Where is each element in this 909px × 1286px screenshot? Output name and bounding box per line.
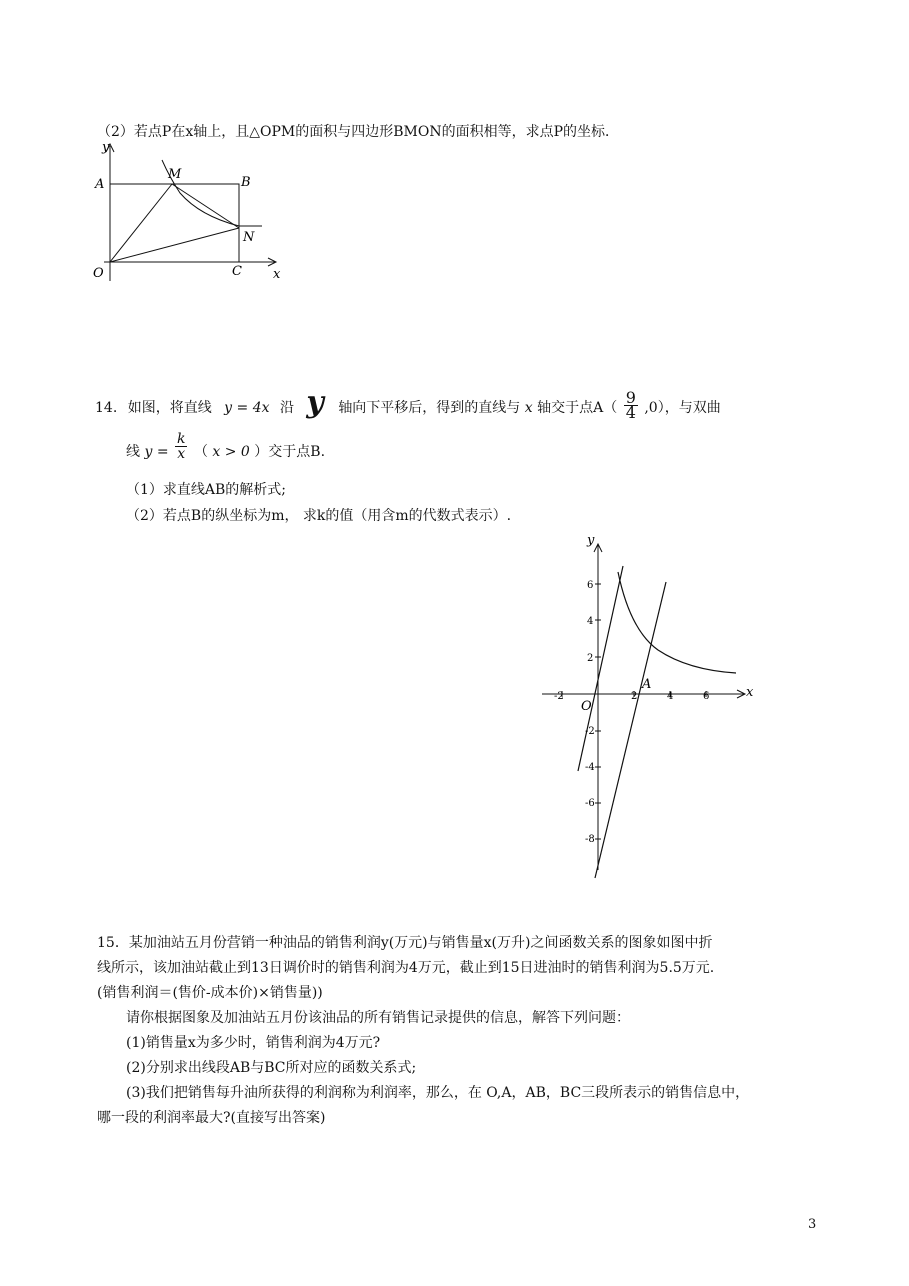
q14-line2-cond: x > 0 [212, 444, 250, 460]
q15-line-2: 线所示，该加油站截止到13日调价时的销售利润为4万元，截止到15日进油时的销售利润为5.5万元. [97, 960, 715, 976]
q14-sub-2: （2）若点B的纵坐标为m， 求k的值（用含m的代数式表示）. [126, 508, 512, 524]
q15-line-3: (销售利润＝(售价-成本价)×销售量)) [97, 985, 323, 1001]
q14-y-symbol: y [306, 385, 324, 420]
fig2-ytick-4: 4 [587, 616, 594, 627]
fig1-segment-ON [110, 228, 239, 262]
q14-fraction-k-x: $\frac{k}{x}$ [177, 430, 186, 462]
problem-2-text: （2）若点P在x轴上，且△OPM的面积与四边形BMON的面积相等，求点P的坐标． [97, 124, 619, 140]
q15-line-1: 15．某加油站五月份营销一种油品的销售利润y(万元)与销售量x(万升)之间函数关系的图象如图中折 [97, 935, 713, 951]
figure-lines-hyperbola [538, 530, 768, 885]
q14-text-c: 轴向下平移后，得到的直线与 [338, 400, 521, 416]
fig1-label-y: y [102, 140, 110, 155]
fig2-label-x: x [746, 685, 754, 700]
fig2-ytick-neg2: -2 [585, 726, 595, 737]
fig2-ytick-neg6: -6 [585, 798, 595, 809]
fig1-label-C: C [232, 264, 242, 279]
q14-line2-a: 线 [126, 444, 140, 460]
fig2-ytick-6: 6 [587, 580, 594, 591]
fig1-segment-OM [110, 184, 172, 262]
fig1-label-A: A [95, 177, 105, 192]
q14-text-b: 沿 [279, 400, 294, 416]
fig2-xtick-2: 2 [631, 691, 638, 702]
fig1-label-x: x [273, 267, 281, 282]
q14-line2-y: y = [144, 444, 169, 460]
q15-line-5: (1)销售量x为多少时，销售利润为4万元? [126, 1035, 381, 1051]
q14-text-d: 轴交于点A（ [537, 400, 618, 416]
q14-text-e: ,0），与双曲 [644, 400, 721, 416]
q15-line-7: (3)我们把销售每升油所获得的利润称为利润率，那么，在 O,A，AB，BC三段所表示的销售信息中， [126, 1085, 750, 1101]
fig1-segment-MN [172, 184, 239, 228]
fig2-hyperbola [618, 572, 736, 673]
q15-line-6: (2)分别求出线段AB与BC所对应的函数关系式; [126, 1060, 417, 1076]
fig2-line-AB [595, 582, 666, 878]
fig1-rectangle [110, 184, 239, 262]
fig2-xtick-4: 4 [667, 691, 674, 702]
q14-equation: y = 4x [224, 400, 270, 416]
fig2-ytick-neg4: -4 [585, 762, 595, 773]
fig1-label-M: M [168, 167, 182, 182]
fig2-xtick-6: 6 [703, 691, 710, 702]
q14-line-2 [126, 430, 326, 462]
fig2-ytick-neg8: -8 [585, 834, 595, 845]
q14-line2-b: （ [193, 444, 208, 460]
fig1-label-B: B [241, 175, 251, 190]
q14-number: 14. [95, 400, 118, 416]
fig2-line-y-4x [578, 566, 623, 771]
fig2-label-O: O [581, 699, 592, 714]
fig2-label-A: A [642, 677, 652, 692]
q14-sub-1: （1）求直线AB的解析式; [126, 482, 287, 498]
q14-text-a: 如图，将直线 [127, 400, 212, 416]
q14-fraction-9-4: $\frac{9}{4}$ [625, 387, 636, 422]
fig2-ytick-2: 2 [587, 653, 594, 664]
fig1-label-N: N [243, 230, 255, 245]
fig2-label-y: y [587, 533, 595, 548]
fig2-xtick-neg2: -2 [554, 691, 564, 702]
q14-line2-c: ）交于点B. [254, 444, 326, 460]
page-number: 3 [808, 1217, 817, 1232]
q15-line-4: 请你根据图象及加油站五月份该油品的所有销售记录提供的信息，解答下列问题： [126, 1010, 630, 1026]
fig1-label-O: O [93, 266, 104, 281]
q15-line-8: 哪一段的利润率最大?(直接写出答案) [97, 1110, 326, 1126]
figure-rectangle-hyperbola [90, 138, 290, 288]
q14-x-var: x [524, 400, 533, 416]
q14-line-1 [95, 385, 721, 422]
